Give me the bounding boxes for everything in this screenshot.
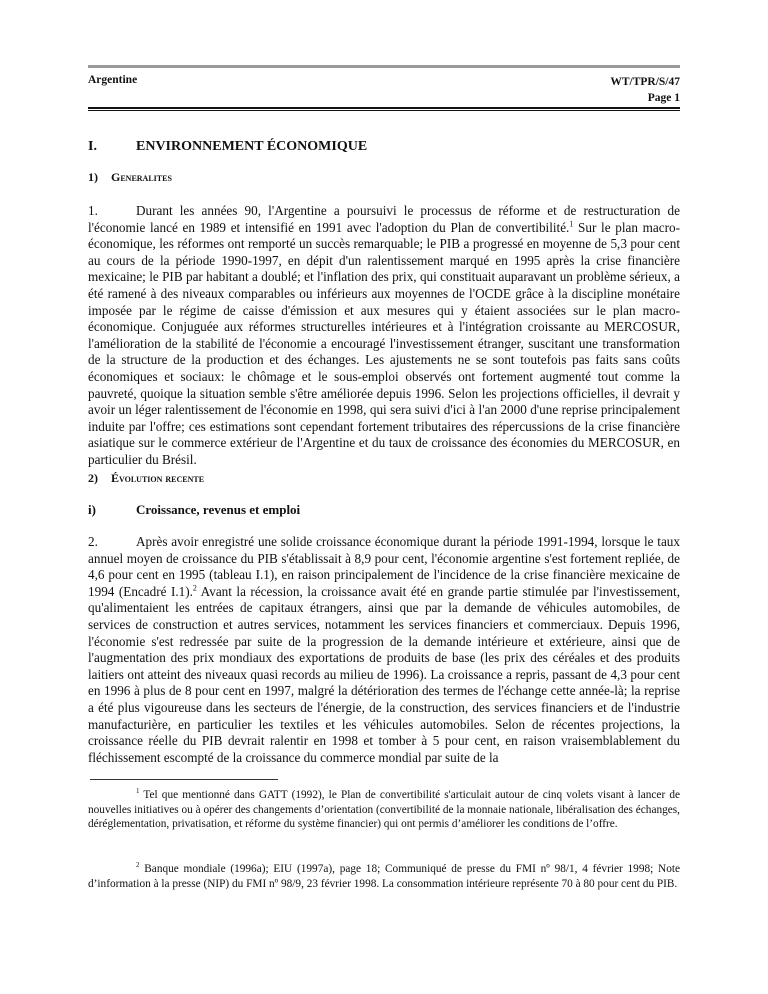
subsection-title: Évolution recente [111,471,205,485]
footnote-number: 1 [136,787,140,796]
header-doc-symbol: WT/TPR/S/47 [610,76,680,88]
subsubsection-heading [88,502,300,518]
paragraph-text-b: Avant la récession, la croissance avait été en grande partie stimulée par l'investissement, qu'alimentaient les entrées de capitaux étrangers, ainsi que par la demande de véhicules automobiles, de services de construction et autres services, notamment les services financiers et commerciaux. Depuis 1996, l'économie s'est redressée par suite de la progression de la demande intérieure et extérieure, ainsi que de l'augmentation des prix mondiaux des exportations de produits de base (les prix des céréales et des produits laitiers ont atteint des niveaux quasi records au milieu de 1996). La croissance a repris, passant de 4,3 pour cent en 1996 à plus de 8 pour cent en 1997, malgré la détérioration des termes de l'échange cette année-là; la reprise a été plus vigoureuse dans les secteurs de l'énergie, de la construction, des services financiers et de l'industrie manufacturière, en particulier les textiles et les véhicules automobiles. Selon de récentes projections, la croissance réelle du PIB devrait ralentir en 1998 et tomber à 5 pour cent, en raison vraisemblablement du fléchissement escompté de la croissance du commerce mondial par suite de la [88,583,680,765]
paragraph-number: 2. [88,534,98,549]
subsection-number: 2) [88,471,98,485]
footnote-text: Banque mondiale (1996a); EIU (1997a), page 18; Communiqué de presse du FMI nº 98/1, 4 février 1998; Note d’information à la presse (NIP) du FMI nº 98/9, 23 février 1998. La consommation intérieure représente 70 à 80 pour cent du PIB. [88,863,680,890]
paragraph-text-a: Après avoir enregistré une solide croissance économique durant la période 1991-1994, lorsque le taux annuel moyen de croissance du PIB s'établissait à 8,9 pour cent, l'économie argentine s'est fortement repliée, de 4,6 pour cent en 1995 (tableau I.1), en raison principalement de l'incidence de la crise financière mexicaine de 1994 (Encadré I.1). [88,534,680,599]
footnote-ref-1[interactable]: 1 [569,219,574,229]
section-title: ENVIRONNEMENT ÉCONOMIQUE [136,139,368,154]
header-country: Argentine [88,74,138,86]
footnote-separator [90,779,278,780]
subsection-heading-generalites [88,170,172,185]
paragraph-text-a: Durant les années 90, l'Argentine a poursuivi le processus de réforme et de restructuration de l'économie lancé en 1989 et intensifié en 1991 avec l'adoption du Plan de convertibilité. [88,203,680,235]
paragraph-1 [88,203,680,469]
subsection-heading-evolution [88,471,204,486]
footnote-2 [88,862,680,891]
section-number: I. [88,139,97,154]
header-top-rule [88,65,680,68]
footnote-1 [88,788,680,832]
subsection-number: 1) [88,170,98,184]
subsubsection-number: i) [88,502,96,517]
subsection-title: Generalites [111,170,172,184]
header-bottom-rule-thin [88,110,680,111]
header-bottom-rule-thick [88,107,680,109]
subsubsection-title: Croissance, revenus et emploi [136,502,301,517]
section-heading [88,139,367,155]
header-page-number: Page 1 [647,92,680,104]
footnote-text: Tel que mentionné dans GATT (1992), le Plan de convertibilité s'articulait autour de cinq volets visant à lancer de nouvelles initiatives ou à opérer des changements d’orientation (convertibilité de la monnaie nationale, libéralisation des échanges, déréglementation, privatisation, et réforme du système financier) qui ont permis d’améliorer les conditions de l’offre. [88,789,680,831]
footnote-ref-2[interactable]: 2 [192,583,197,593]
paragraph-number: 1. [88,203,98,218]
paragraph-text-b: Sur le plan macro-économique, les réformes ont remporté un succès remarquable; le PIB a progressé en moyenne de 5,3 pour cent au cours de la période 1990-1997, en dépit d'un ralentissement marqué en 1995 après la crise financière mexicaine; le PIB par habitant a doublé; et l'inflation des prix, qui constituait auparavant un problème sérieux, a été ramené à des niveaux comparables ou inférieurs aux moyennes de l'OCDE grâce à la discipline monétaire imposée par le régime de caisse d'émission et aux mesures qui y étaient associées sur le plan macro-économique. Conjuguée aux réformes structurelles intérieures et à l'intégration croissante au MERCOSUR, l'amélioration de la stabilité de l'économie a encouragé l'investissement étranger, suscitant une transformation de la structure de la production et des échanges. Les ajustements ne se sont toutefois pas faits sans coûts économiques et sociaux: le chômage et le sous-emploi observés ont fortement augmenté tout comme la pauvreté, quoique la situation semble s'être améliorée depuis 1996. Selon les projections officielles, il devrait y avoir un léger ralentissement de l'économie en 1998, qui sera suivi d'ici à l'an 2000 d'une reprise principalement induite par l'offre; ces estimations sont cependant fortement tributaires des répercussions de la crise financière asiatique sur le commerce extérieur de l'Argentine et du taux de croissance des économies du MERCOSUR, en particulier du Brésil. [88,219,680,467]
footnote-number: 2 [136,861,140,870]
paragraph-2 [88,534,680,766]
header-right-block [610,74,680,106]
